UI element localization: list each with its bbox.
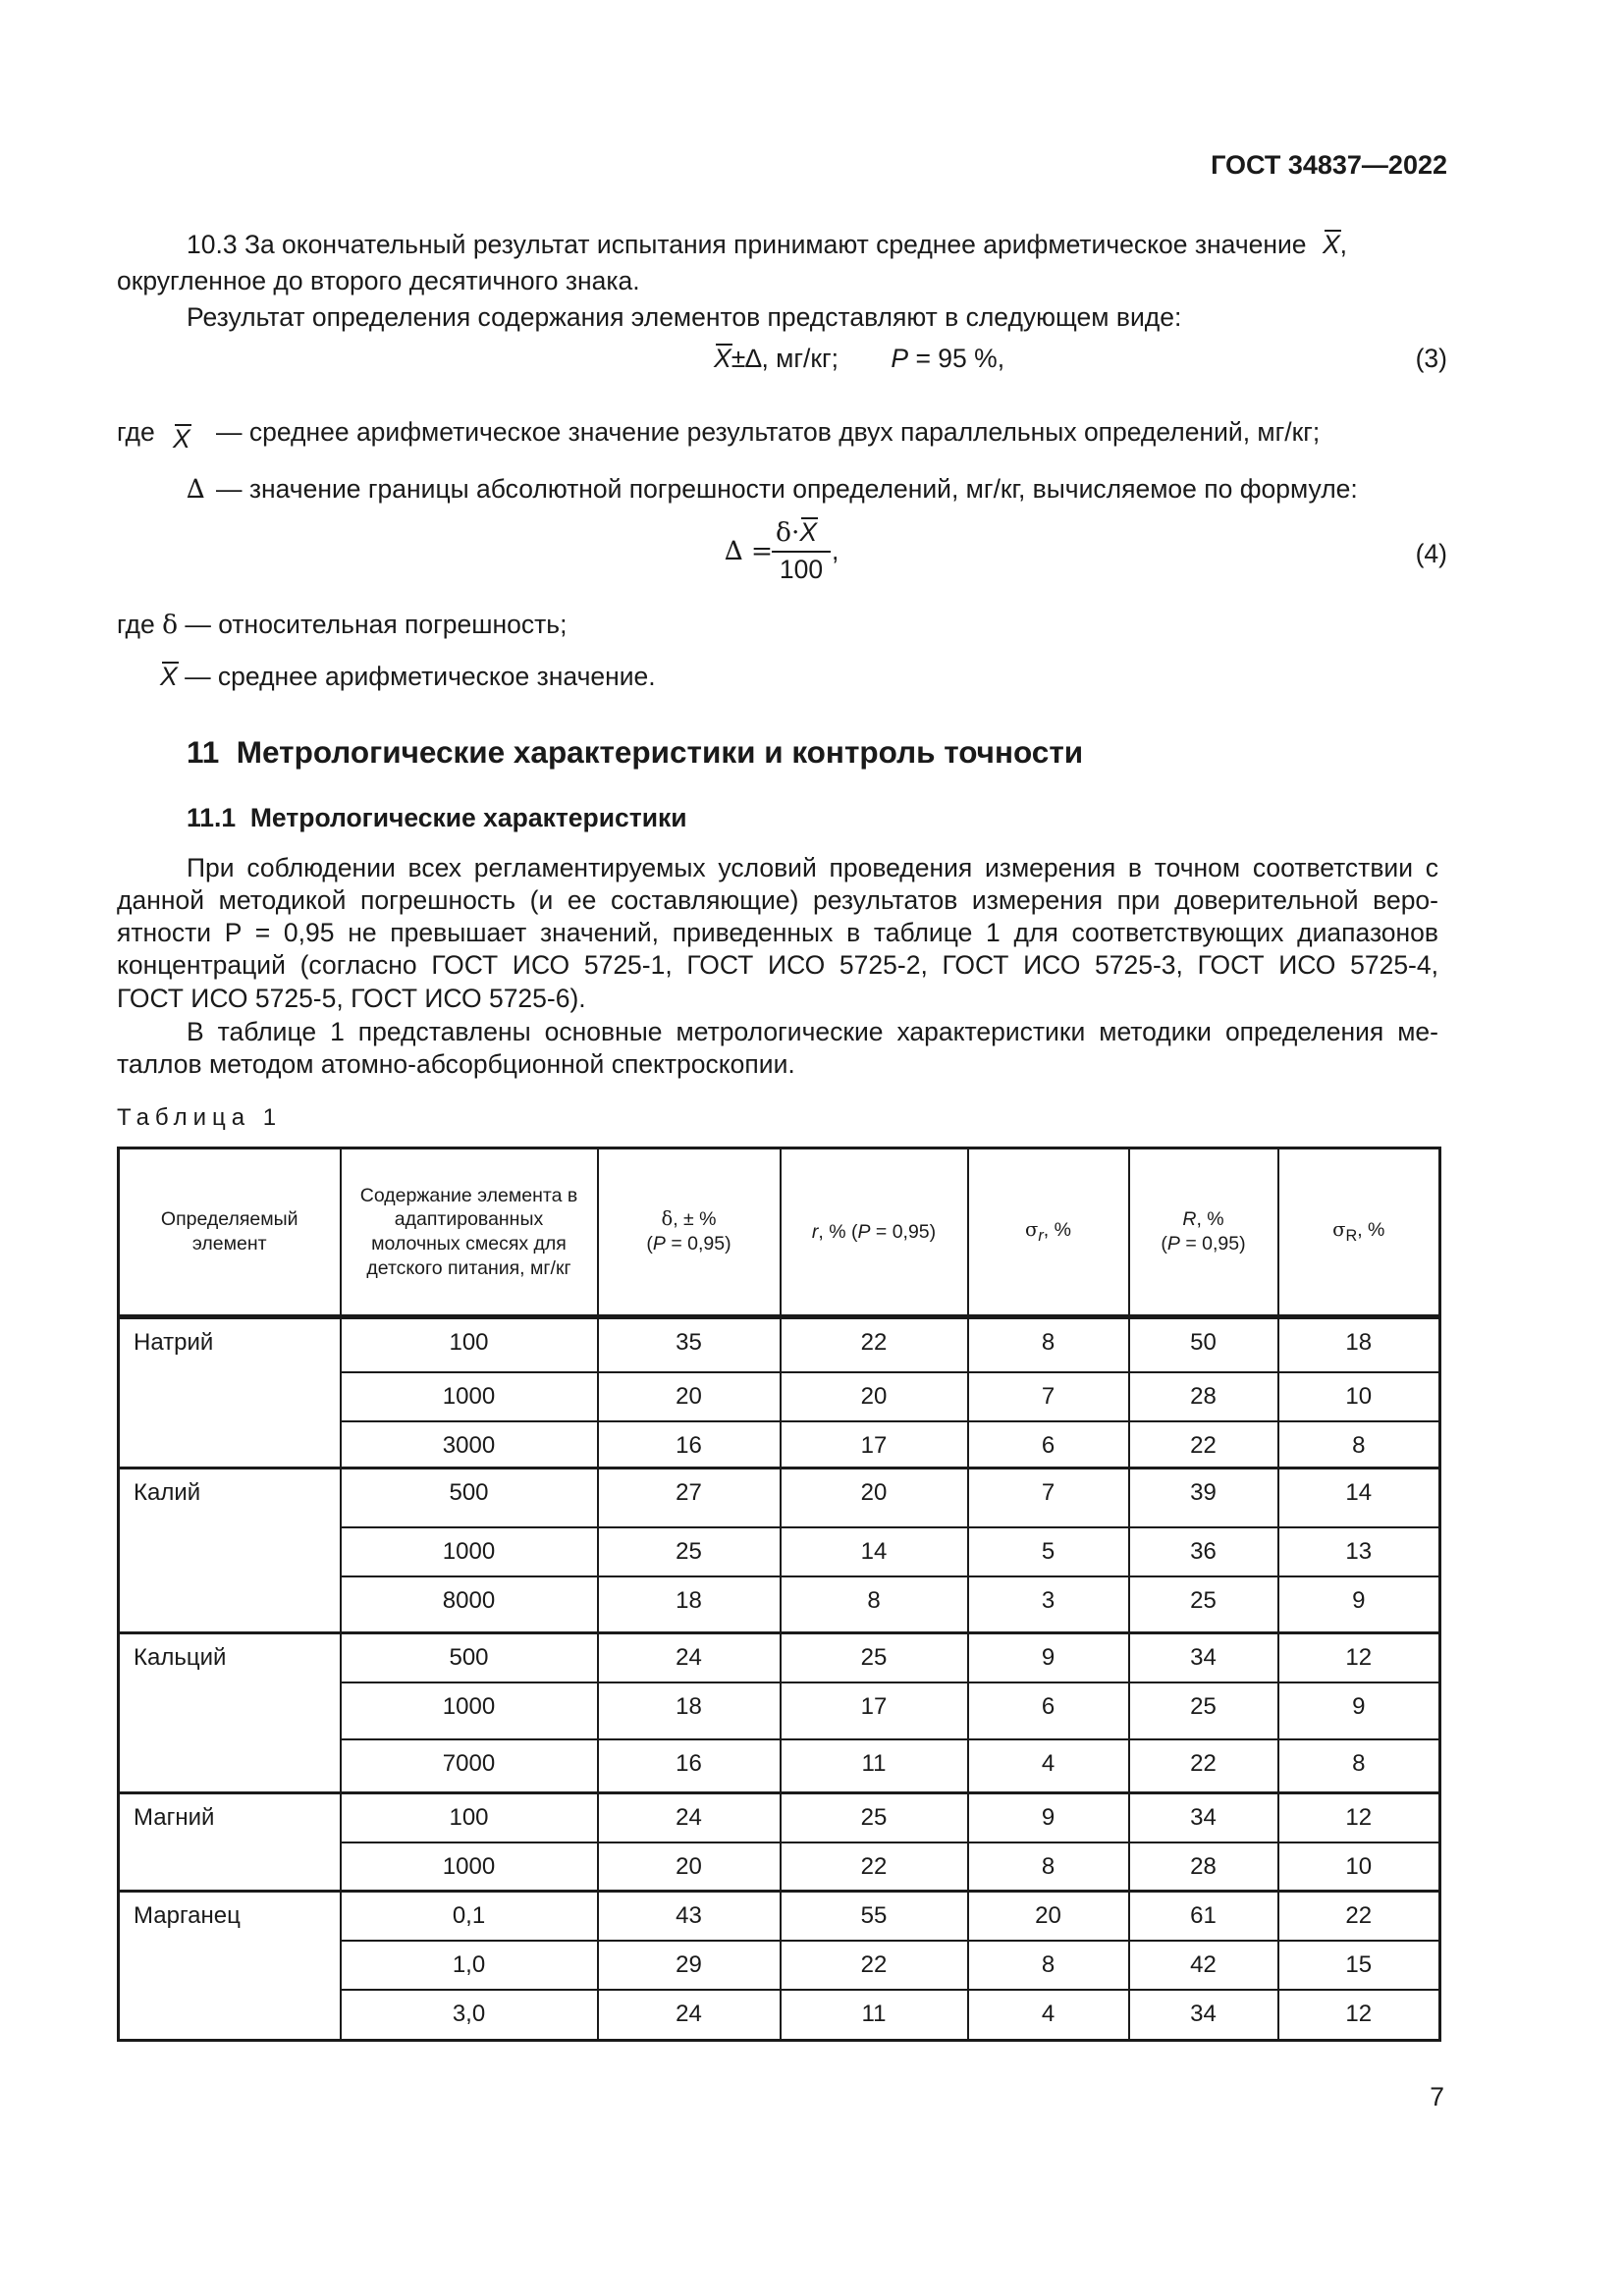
- table-cell: 11: [781, 1990, 968, 2041]
- x-mean-symbol: X: [160, 661, 178, 693]
- table-cell: 5: [968, 1527, 1129, 1576]
- section-11-1-heading: 11.1 Метрологические характеристики: [187, 803, 687, 832]
- section-11-heading: 11 Метрологические характеристики и контроль точности: [187, 734, 1084, 770]
- table-cell: 18: [1278, 1317, 1440, 1372]
- table-cell: 16: [598, 1739, 781, 1793]
- table-cell: 16: [598, 1421, 781, 1468]
- table-cell: 10: [1278, 1842, 1440, 1892]
- table-cell: 0,1: [341, 1892, 598, 1941]
- table-cell: 25: [1129, 1576, 1278, 1633]
- table-cell: 17: [781, 1421, 968, 1468]
- table-cell: 24: [598, 1793, 781, 1842]
- table-cell: 3: [968, 1576, 1129, 1633]
- x-mean-symbol: X: [799, 516, 817, 549]
- table-cell: 4: [968, 1739, 1129, 1793]
- comma: ,: [1339, 230, 1347, 259]
- table-cell: 34: [1129, 1633, 1278, 1682]
- where-text-3: — относительная погрешность;: [185, 610, 568, 639]
- table-cell: 1000: [341, 1682, 598, 1739]
- header-delta: δ, ± % (P = 0,95): [598, 1148, 781, 1317]
- table-cell: 20: [781, 1372, 968, 1421]
- table-cell: 12: [1278, 1633, 1440, 1682]
- table-cell: 22: [781, 1842, 968, 1892]
- table-row: [119, 1892, 1440, 1941]
- table-cell: 22: [781, 1941, 968, 1990]
- table-row: [119, 1793, 1440, 1842]
- table-cell: 39: [1129, 1468, 1278, 1527]
- where-label-3: [117, 609, 567, 641]
- table-cell: 28: [1129, 1372, 1278, 1421]
- table-cell: 3000: [341, 1421, 598, 1468]
- paragraph-10-3-line1: 10.3 За окончательный результат испытания принимают среднее арифметическое значение: [187, 230, 1307, 259]
- where-label-1: где: [117, 417, 155, 447]
- table-cell: 13: [1278, 1527, 1440, 1576]
- where-text-1: — среднее арифметическое значение результатов двух параллельных определений, мг/кг;: [216, 417, 1321, 447]
- where-text-4: — среднее арифметическое значение.: [185, 662, 656, 691]
- table-cell: 500: [341, 1633, 598, 1682]
- para1-line: ГОСТ ИСО 5725-5, ГОСТ ИСО 5725-6).: [117, 983, 586, 1013]
- formula-4-number: (4): [1415, 539, 1447, 568]
- table-cell: 34: [1129, 1990, 1278, 2041]
- formula-3: [714, 343, 1004, 375]
- fraction-bar: [772, 551, 831, 553]
- table-cell: 1000: [341, 1372, 598, 1421]
- table-cell: 14: [1278, 1468, 1440, 1527]
- table-cell: 9: [968, 1633, 1129, 1682]
- element-name-cell: Кальций: [119, 1633, 341, 1793]
- table-cell: 17: [781, 1682, 968, 1739]
- element-name-cell: Натрий: [119, 1317, 341, 1468]
- table-cell: 11: [781, 1739, 968, 1793]
- table-cell: 7: [968, 1372, 1129, 1421]
- formula-4-numerator: [776, 516, 817, 549]
- table-cell: 18: [598, 1576, 781, 1633]
- formula-4-lhs: ∆ =: [725, 536, 774, 566]
- table-cell: 20: [968, 1892, 1129, 1941]
- table-cell: 35: [598, 1317, 781, 1372]
- table-cell: 24: [598, 1633, 781, 1682]
- element-name-cell: Калий: [119, 1468, 341, 1633]
- where-label: где: [117, 610, 155, 639]
- delta-symbol: ∆: [187, 474, 205, 505]
- section-11-paragraph-1: [117, 852, 1438, 1015]
- x-mean-symbol: X: [1323, 229, 1340, 261]
- table-cell: 9: [1278, 1576, 1440, 1633]
- para1-line: ятности P = 0,95 не превышает значений, приведенных в таблице 1 для соответствующих диапазонов: [117, 918, 1438, 948]
- table-cell: 43: [598, 1892, 781, 1941]
- document-header-id: ГОСТ 34837—2022: [1211, 150, 1447, 180]
- table-cell: 7000: [341, 1739, 598, 1793]
- table-cell: 3,0: [341, 1990, 598, 2041]
- table-cell: 28: [1129, 1842, 1278, 1892]
- table-cell: 25: [1129, 1682, 1278, 1739]
- table-cell: 22: [781, 1317, 968, 1372]
- page-number: 7: [1430, 2082, 1444, 2111]
- table-cell: 42: [1129, 1941, 1278, 1990]
- formula-3-p: P: [891, 344, 909, 373]
- table-cell: 100: [341, 1793, 598, 1842]
- table-cell: 22: [1278, 1892, 1440, 1941]
- paragraph-10-3-line2: округленное до второго десятичного знака.: [117, 266, 640, 296]
- para1-line: данной методикой погрешность (и ее составляющие) результатов измерения при доверительной веро-: [117, 885, 1438, 916]
- para1-line: концентраций (согласно ГОСТ ИСО 5725-1, ГОСТ ИСО 5725-2, ГОСТ ИСО 5725-3, ГОСТ ИСО 5725-4,: [117, 950, 1438, 981]
- paragraph-10-3: [117, 229, 1438, 334]
- metrology-table: [117, 1147, 1441, 2042]
- para1-line: При соблюдении всех регламентируемых условий проведения измерения в точном соответствии с: [187, 853, 1438, 882]
- table-cell: 4: [968, 1990, 1129, 2041]
- formula-4-comma: ,: [832, 536, 839, 565]
- table-cell: 1000: [341, 1842, 598, 1892]
- paragraph-result-form: Результат определения содержания элементов представляют в следующем виде:: [187, 302, 1182, 333]
- table-caption: Таблица 1: [117, 1104, 283, 1131]
- para2-line: таллов методом атомно-абсорбционной спектроскопии.: [117, 1049, 795, 1080]
- table-cell: 34: [1129, 1793, 1278, 1842]
- table-cell: 1000: [341, 1527, 598, 1576]
- table-cell: 55: [781, 1892, 968, 1941]
- table-cell: 8: [1278, 1739, 1440, 1793]
- table-cell: 9: [1278, 1682, 1440, 1739]
- table-cell: 20: [598, 1842, 781, 1892]
- table-cell: 24: [598, 1990, 781, 2041]
- table-cell: 29: [598, 1941, 781, 1990]
- table-cell: 61: [1129, 1892, 1278, 1941]
- table-cell: 8: [968, 1941, 1129, 1990]
- table-cell: 500: [341, 1468, 598, 1527]
- table-row: [119, 1468, 1440, 1527]
- where-x-symbol-1: [173, 423, 190, 455]
- table-cell: 6: [968, 1421, 1129, 1468]
- table-cell: 1,0: [341, 1941, 598, 1990]
- element-name-cell: Марганец: [119, 1892, 341, 2041]
- table-cell: 22: [1129, 1739, 1278, 1793]
- where-text-2: — значение границы абсолютной погрешности определений, мг/кг, вычисляемое по формуле:: [216, 474, 1358, 504]
- table-cell: 20: [598, 1372, 781, 1421]
- header-sigma-R: $\sigma_R$, %: [1278, 1148, 1440, 1317]
- header-r: r, % (P = 0,95): [781, 1148, 968, 1317]
- where-line-4: [160, 661, 656, 693]
- delta-small-symbol: δ: [162, 610, 179, 640]
- table-cell: 8: [968, 1842, 1129, 1892]
- table-cell: 10: [1278, 1372, 1440, 1421]
- formula-4-numer-delta: δ·: [776, 517, 800, 548]
- header-R: R, % (P = 0,95): [1129, 1148, 1278, 1317]
- table-cell: 7: [968, 1468, 1129, 1527]
- formula-3-p-rest: = 95 %,: [908, 344, 1005, 373]
- table-cell: 20: [781, 1468, 968, 1527]
- table-row: [119, 1317, 1440, 1372]
- table-cell: 6: [968, 1682, 1129, 1739]
- table-cell: 36: [1129, 1527, 1278, 1576]
- table-cell: 8: [968, 1317, 1129, 1372]
- x-mean-symbol: X: [714, 343, 731, 375]
- table-cell: 8: [1278, 1421, 1440, 1468]
- table-header-row: [119, 1148, 1440, 1317]
- table-cell: 100: [341, 1317, 598, 1372]
- para2-line: В таблице 1 представлены основные метрологические характеристики методики определения ме-: [187, 1017, 1438, 1046]
- header-element: Определяемый элемент: [119, 1148, 341, 1317]
- section-11-paragraph-2: [117, 1016, 1438, 1081]
- table-cell: 9: [968, 1793, 1129, 1842]
- table-cell: 50: [1129, 1317, 1278, 1372]
- table-cell: 8000: [341, 1576, 598, 1633]
- table-cell: 22: [1129, 1421, 1278, 1468]
- table-cell: 25: [598, 1527, 781, 1576]
- formula-3-number: (3): [1415, 344, 1447, 373]
- table-row: [119, 1633, 1440, 1682]
- header-content: Содержание элемента в адаптированных молочных смесях для детского питания, мг/кг: [341, 1148, 598, 1317]
- element-name-cell: Магний: [119, 1793, 341, 1892]
- header-sigma-r: $\sigma_r$, %: [968, 1148, 1129, 1317]
- table-cell: 12: [1278, 1990, 1440, 2041]
- table-cell: 14: [781, 1527, 968, 1576]
- table-cell: 12: [1278, 1793, 1440, 1842]
- formula-4-denominator: 100: [779, 555, 824, 584]
- table-cell: 25: [781, 1793, 968, 1842]
- table-cell: 18: [598, 1682, 781, 1739]
- x-mean-symbol: X: [173, 423, 190, 455]
- table-cell: 15: [1278, 1941, 1440, 1990]
- table-cell: 25: [781, 1633, 968, 1682]
- table-cell: 8: [781, 1576, 968, 1633]
- table-cell: 27: [598, 1468, 781, 1527]
- formula-3-main: ±∆, мг/кг;: [731, 344, 839, 373]
